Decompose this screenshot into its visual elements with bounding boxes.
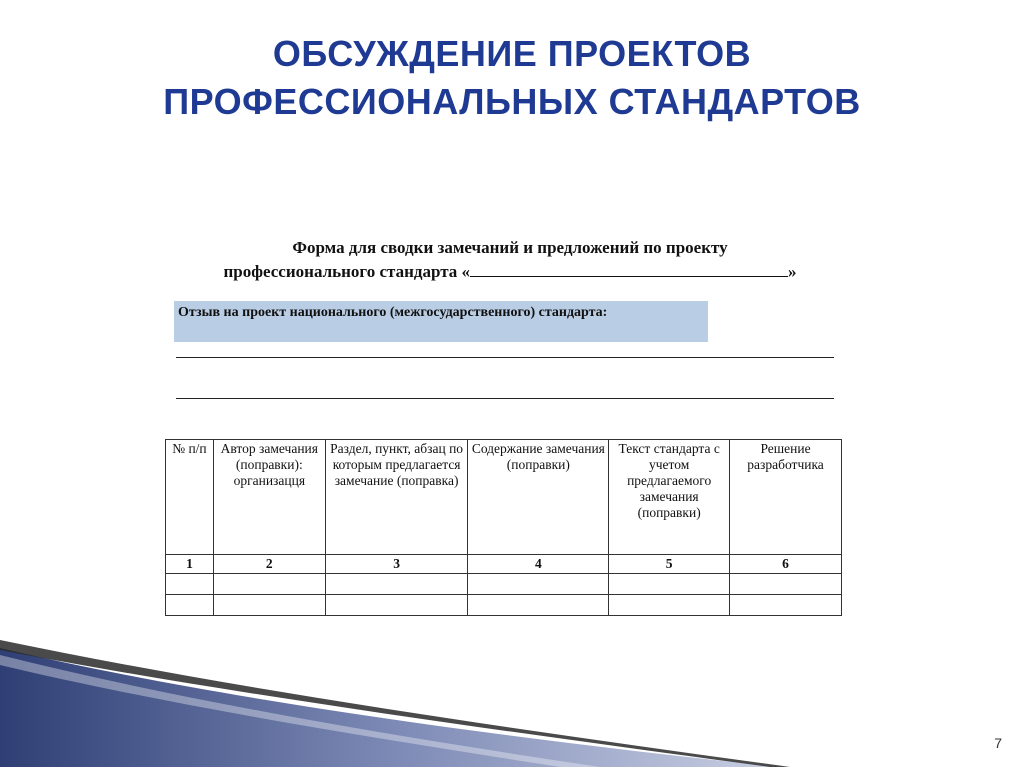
column-number: 1 — [166, 555, 214, 574]
table-empty-row — [166, 595, 842, 616]
column-number: 4 — [468, 555, 609, 574]
table-cell — [325, 574, 468, 595]
column-number: 6 — [730, 555, 842, 574]
table-cell — [213, 595, 325, 616]
column-number: 5 — [609, 555, 730, 574]
column-header: Автор замечания (поправки): организацця — [213, 440, 325, 555]
table-cell — [166, 595, 214, 616]
table-empty-row — [166, 574, 842, 595]
blank-line-2 — [176, 398, 834, 399]
table-header-row — [166, 440, 842, 555]
page-number: 7 — [994, 735, 1002, 751]
table-cell — [609, 595, 730, 616]
table-cell — [730, 595, 842, 616]
title-line-1: ОБСУЖДЕНИЕ ПРОЕКТОВ — [272, 33, 752, 74]
table-cell — [213, 574, 325, 595]
table-cell — [468, 574, 609, 595]
feedback-label: Отзыв на проект национального (межгосударственного) стандарта: — [174, 301, 708, 342]
table-cell — [730, 574, 842, 595]
column-header: Содержание замечания (поправки) — [468, 440, 609, 555]
table-cell — [468, 595, 609, 616]
blank-line-1 — [176, 357, 834, 358]
review-table — [165, 439, 842, 616]
table-number-row — [166, 555, 842, 574]
form-heading-prefix: профессионального стандарта « — [223, 262, 470, 281]
table-cell — [325, 595, 468, 616]
table-cell — [166, 574, 214, 595]
column-header: Раздел, пункт, абзац по которым предлагается замечание (поправка) — [325, 440, 468, 555]
column-number: 2 — [213, 555, 325, 574]
table-cell — [609, 574, 730, 595]
form-heading-line-1: Форма для сводки замечаний и предложений по проекту — [292, 238, 728, 257]
column-header: Решение разработчика — [730, 440, 842, 555]
standard-name-blank — [470, 260, 788, 277]
form-heading — [170, 236, 850, 284]
column-header: № п/п — [166, 440, 214, 555]
form-heading-suffix: » — [788, 262, 797, 281]
column-header: Текст стандарта с учетом предлагаемого замечания (поправки) — [609, 440, 730, 555]
slide-title — [0, 30, 1024, 126]
title-line-2: ПРОФЕССИОНАЛЬНЫХ СТАНДАРТОВ — [163, 81, 861, 122]
form-heading-line-2 — [170, 260, 850, 284]
column-number: 3 — [325, 555, 468, 574]
